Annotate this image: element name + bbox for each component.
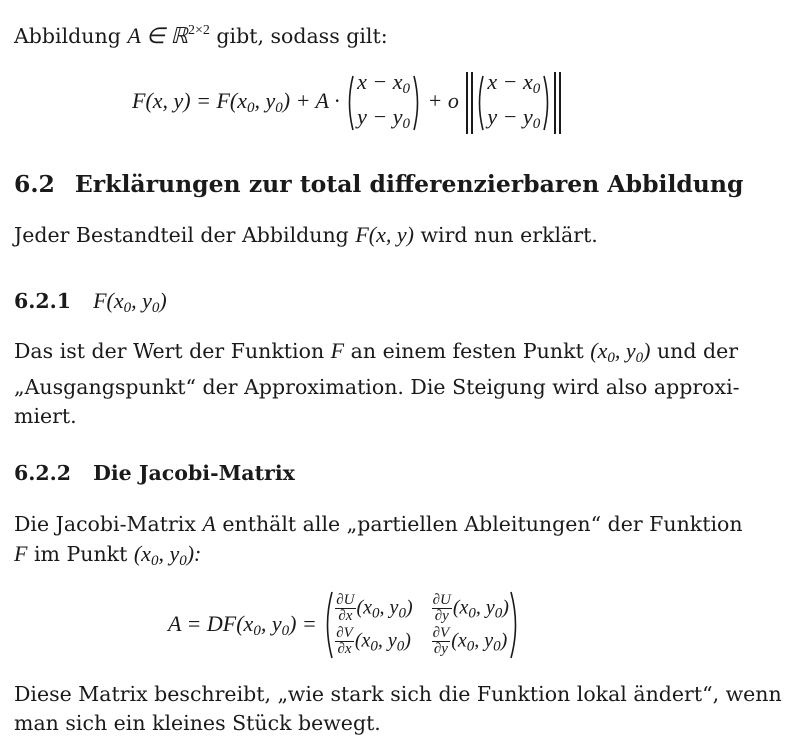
sub-0: 0 bbox=[123, 300, 132, 316]
arg-y: , y bbox=[379, 596, 399, 619]
numerator: ∂U bbox=[432, 592, 451, 608]
sub-0: 0 bbox=[150, 553, 159, 569]
intro-line bbox=[14, 16, 784, 51]
sub-0: 0 bbox=[281, 622, 290, 639]
numerator: ∂V bbox=[336, 625, 353, 641]
section-number: 6.2.2 bbox=[14, 461, 72, 485]
sub-0: 0 bbox=[466, 638, 475, 655]
paragraph-3-line-2 bbox=[14, 539, 784, 576]
arg: (x bbox=[354, 629, 371, 652]
denominator: ∂x bbox=[337, 641, 352, 657]
section-heading-6-2-2 bbox=[14, 461, 784, 485]
right-paren bbox=[509, 590, 521, 660]
sub-0: 0 bbox=[372, 605, 380, 622]
text: Das ist der Wert der Funktion bbox=[14, 339, 331, 363]
arg-y: , y bbox=[475, 596, 495, 619]
sub-0: 0 bbox=[253, 622, 261, 639]
sub-0: 0 bbox=[468, 605, 476, 622]
sub-0: 0 bbox=[398, 605, 406, 622]
left-paren bbox=[475, 74, 485, 132]
denominator: ∂y bbox=[433, 641, 448, 657]
norm-bar bbox=[466, 72, 468, 134]
jacobi-matrix bbox=[322, 590, 521, 660]
eq2-lhs: A = DF(x bbox=[168, 610, 254, 636]
math-F-x0: F(x bbox=[93, 288, 124, 313]
sub-0: 0 bbox=[370, 638, 378, 655]
arg-close: ) bbox=[500, 629, 508, 652]
arg: (x bbox=[356, 596, 373, 619]
sub-0: 0 bbox=[402, 116, 410, 132]
arg-y: , y bbox=[474, 629, 494, 652]
numerator: ∂U bbox=[336, 592, 355, 608]
norm-bar bbox=[554, 72, 556, 134]
left-paren bbox=[322, 590, 334, 660]
paragraph-4 bbox=[14, 680, 784, 738]
math-point: (x bbox=[590, 338, 608, 363]
jacobi-equation bbox=[168, 590, 521, 660]
section-heading-6-2 bbox=[14, 170, 784, 198]
arg: (x bbox=[452, 596, 469, 619]
text: an einem festen Punkt bbox=[344, 339, 591, 363]
math-point: (x bbox=[133, 541, 151, 566]
norm-bar bbox=[471, 72, 473, 134]
sub-0: 0 bbox=[607, 350, 615, 366]
text: im Punkt bbox=[27, 542, 134, 566]
math-y: , y bbox=[158, 541, 180, 566]
sub-0: 0 bbox=[275, 100, 283, 117]
math-F: F bbox=[330, 338, 345, 363]
norm-of-vector bbox=[464, 68, 563, 138]
eq2-y: , y bbox=[260, 610, 282, 636]
denominator: ∂y bbox=[434, 608, 449, 624]
arg-close: ) bbox=[404, 629, 411, 652]
little-o: + o bbox=[427, 88, 459, 114]
text: und der bbox=[650, 339, 739, 363]
arg-y: , y bbox=[377, 629, 397, 652]
section-heading-6-2-1 bbox=[14, 288, 784, 317]
sub-0: 0 bbox=[396, 638, 405, 655]
math-y: , y bbox=[614, 338, 636, 363]
vec-bottom: y − y bbox=[357, 104, 403, 129]
denominator: ∂x bbox=[338, 608, 353, 624]
vec-top: x − x bbox=[487, 69, 533, 94]
paragraph-4-line-2: man sich ein kleines Stück bewegt. bbox=[14, 711, 381, 735]
difference-vector bbox=[345, 68, 422, 138]
intro-text: Abbildung bbox=[14, 24, 128, 48]
sub-0: 0 bbox=[532, 81, 541, 97]
intro-text-end: gibt, sodass gilt: bbox=[209, 24, 388, 48]
matrix-dim: 2×2 bbox=[187, 23, 210, 38]
section-number: 6.2.1 bbox=[14, 289, 72, 313]
entry-12 bbox=[431, 593, 509, 624]
eq1-lhs: F(x, y) = F(x bbox=[132, 88, 247, 114]
text: enthält alle „partiellen Ableitungen“ der Funktion bbox=[215, 512, 743, 536]
math-close: ) bbox=[159, 288, 167, 313]
sub-0: 0 bbox=[493, 638, 501, 655]
paragraph-4-line-1: Diese Matrix beschreibt, „wie stark sich die Funktion lokal ändert“, wenn bbox=[14, 682, 782, 706]
paragraph-3 bbox=[14, 509, 784, 576]
sub-0: 0 bbox=[494, 605, 503, 622]
paragraph-1 bbox=[14, 220, 784, 250]
math-F: F(x, y) bbox=[355, 222, 414, 247]
entry-11 bbox=[334, 593, 412, 624]
arg-close: ) bbox=[502, 596, 509, 619]
paragraph-2-line-1 bbox=[14, 336, 784, 373]
eq1-plus-A: ) + A · bbox=[282, 88, 340, 114]
numerator: ∂V bbox=[432, 625, 450, 641]
section-title: Die Jacobi-Matrix bbox=[93, 461, 295, 485]
math-close: ) bbox=[643, 338, 651, 363]
left-paren bbox=[345, 74, 355, 132]
paragraph-2 bbox=[14, 336, 784, 431]
text: wird nun erklärt. bbox=[413, 223, 598, 247]
right-paren bbox=[542, 74, 552, 132]
norm-bar bbox=[559, 72, 561, 134]
text: Die Jacobi-Matrix bbox=[14, 512, 203, 536]
sub-0: 0 bbox=[635, 350, 644, 366]
right-paren bbox=[412, 74, 422, 132]
text: Jeder Bestandteil der Abbildung bbox=[14, 223, 356, 247]
entry-21 bbox=[334, 626, 412, 657]
section-title: Erklärungen zur total differenzierbaren Abbildung bbox=[74, 170, 744, 198]
math-F: F bbox=[14, 541, 28, 566]
paragraph-2-line-3: miert. bbox=[14, 404, 77, 428]
arg-close: ) bbox=[405, 596, 413, 619]
sub-0: 0 bbox=[532, 116, 541, 132]
entry-22 bbox=[431, 626, 509, 657]
section-number: 6.2 bbox=[14, 170, 55, 198]
sub-0: 0 bbox=[179, 553, 187, 569]
sub-0: 0 bbox=[247, 100, 255, 117]
sub-0: 0 bbox=[151, 300, 160, 316]
arg: (x bbox=[451, 629, 467, 652]
matrix-space: A ∈ ℝ bbox=[127, 23, 188, 48]
vec-bottom: y − y bbox=[487, 104, 533, 129]
approximation-equation bbox=[132, 68, 563, 138]
eq2-equals: ) = bbox=[289, 610, 317, 636]
math-close: ): bbox=[186, 541, 202, 566]
eq1-y: , y bbox=[254, 88, 276, 114]
paragraph-3-line-1 bbox=[14, 509, 784, 539]
matrix-entries bbox=[334, 593, 509, 657]
sub-0: 0 bbox=[402, 81, 410, 97]
paragraph-2-line-2: „Ausgangspunkt“ der Approximation. Die Steigung wird also approxi- bbox=[14, 375, 740, 399]
math-y: , y bbox=[131, 288, 152, 313]
math-A: A bbox=[202, 511, 216, 536]
vec-top: x − x bbox=[357, 69, 403, 94]
